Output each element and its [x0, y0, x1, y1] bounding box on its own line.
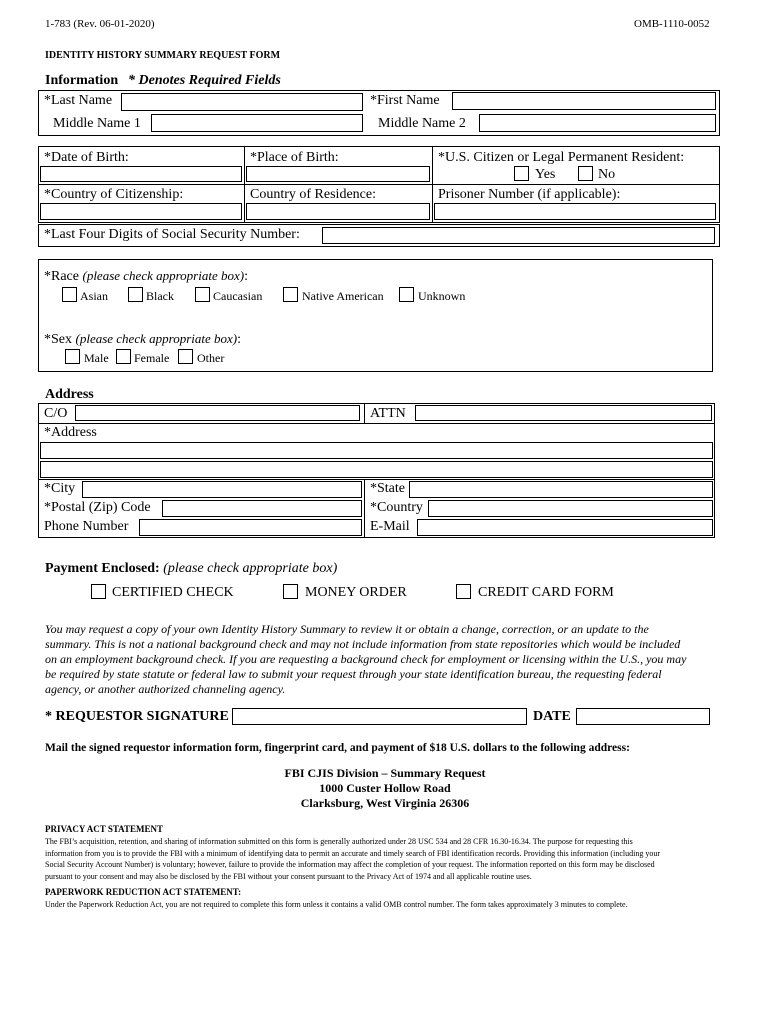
prisoner-number-field[interactable] — [434, 203, 716, 220]
credit-card-form-checkbox[interactable] — [456, 584, 471, 599]
omb-number: OMB-1110-0052 — [634, 18, 710, 30]
race-black-label: Black — [146, 289, 174, 303]
sex-other-label: Other — [197, 351, 225, 365]
email-field[interactable] — [417, 519, 713, 536]
co-label: C/O — [44, 406, 68, 421]
paperwork-statement: Under the Paperwork Reduction Act, you are not required to complete this form unless it contains a valid OMB control number. The form takes approximately 3 minutes to complete. — [45, 900, 628, 909]
sex-label: *Sex (please check appropriate box): — [44, 331, 241, 347]
payment-label: Payment Enclosed: (please check appropriate box) — [45, 561, 338, 576]
country-field[interactable] — [428, 500, 713, 517]
money-order-label: MONEY ORDER — [305, 585, 407, 600]
address-heading: Address — [45, 387, 94, 402]
phone-label: Phone Number — [44, 519, 129, 534]
email-label: E-Mail — [370, 519, 410, 534]
country-label: *Country — [370, 500, 423, 515]
sex-other-checkbox[interactable] — [178, 349, 193, 364]
sex-female-checkbox[interactable] — [116, 349, 131, 364]
required-note: * Denotes Required Fields — [128, 73, 281, 88]
paperwork-heading: PAPERWORK REDUCTION ACT STATEMENT: — [45, 887, 242, 897]
race-native-american-checkbox[interactable] — [283, 287, 298, 302]
country-residence-label: Country of Residence: — [250, 187, 376, 202]
postal-label: *Postal (Zip) Code — [44, 500, 151, 515]
phone-field[interactable] — [139, 519, 362, 536]
money-order-checkbox[interactable] — [283, 584, 298, 599]
citizen-label: *U.S. Citizen or Legal Permanent Resident: — [438, 150, 685, 165]
address-label: *Address — [44, 425, 97, 440]
information-heading: Information — [45, 73, 119, 88]
postal-field[interactable] — [162, 500, 362, 517]
address-line-1-field[interactable] — [40, 442, 713, 459]
city-label: *City — [44, 481, 76, 496]
first-name-label: *First Name — [370, 93, 440, 108]
race-black-checkbox[interactable] — [128, 287, 143, 302]
notice-paragraph: You may request a copy of your own Identity History Summary to review it or obtain a change, correction, or an update to the summary. This is not a national background check and may not include information from state repositories which would be included on an employment background check. If you are requesting a background check for employment or licensing within the U.S., you may be required by state statute or federal law to submit your request through your state identification bureau, the requesting federal agency, or another authorized channeling agency. — [45, 622, 687, 696]
state-label: *State — [370, 481, 405, 496]
signature-label: * REQUESTOR SIGNATURE — [45, 709, 229, 724]
date-field[interactable] — [576, 708, 710, 725]
citizen-yes-label: Yes — [535, 167, 556, 182]
middle-name-2-label: Middle Name 2 — [378, 116, 466, 131]
race-asian-label: Asian — [80, 289, 108, 303]
race-caucasian-label: Caucasian — [213, 289, 263, 303]
last-name-field[interactable] — [121, 93, 363, 111]
privacy-statement: The FBI’s acquisition, retention, and sharing of information submitted on this form is generally authorized under 28 USC 534 and 28 CFR 16.30-16.34. The purpose for requesting this information from you is to provide the FBI with a minimum of identifying data to permit an accurate and timely search of FBI identification records. Providing this information (including your Social Security Account Number) is voluntary; however, failure to provide the information may affect the completion of your request. The information reported on this form may be disclosed pursuant to your consent and may also be disclosed by the FBI without your consent pursuant to the Privacy Act of 1974 and all applicable routine uses. — [45, 837, 660, 881]
credit-card-form-label: CREDIT CARD FORM — [478, 585, 614, 600]
country-citizenship-field[interactable] — [40, 203, 242, 220]
attn-label: ATTN — [370, 406, 406, 421]
date-label: DATE — [533, 709, 571, 724]
form-title: IDENTITY HISTORY SUMMARY REQUEST FORM — [45, 50, 281, 61]
middle-name-1-label: Middle Name 1 — [53, 116, 141, 131]
middle-name-2-field[interactable] — [479, 114, 716, 132]
first-name-field[interactable] — [452, 92, 716, 110]
signature-field[interactable] — [232, 708, 527, 725]
race-asian-checkbox[interactable] — [62, 287, 77, 302]
dob-label: *Date of Birth: — [44, 150, 129, 165]
country-citizenship-label: *Country of Citizenship: — [44, 187, 184, 202]
sex-male-label: Male — [84, 351, 109, 365]
race-unknown-checkbox[interactable] — [399, 287, 414, 302]
city-field[interactable] — [82, 481, 362, 498]
citizen-no-checkbox[interactable] — [578, 166, 593, 181]
prisoner-number-label: Prisoner Number (if applicable): — [438, 187, 621, 202]
race-label: *Race (please check appropriate box): — [44, 268, 248, 284]
sex-female-label: Female — [134, 351, 170, 365]
mail-address-line-1: FBI CJIS Division – Summary Request — [284, 766, 486, 780]
last-name-label: *Last Name — [44, 93, 113, 108]
country-residence-field[interactable] — [246, 203, 430, 220]
place-of-birth-label: *Place of Birth: — [250, 150, 339, 165]
race-unknown-label: Unknown — [418, 289, 466, 303]
race-caucasian-checkbox[interactable] — [195, 287, 210, 302]
co-field[interactable] — [75, 405, 360, 421]
certified-check-checkbox[interactable] — [91, 584, 106, 599]
middle-name-1-field[interactable] — [151, 114, 363, 132]
citizen-no-label: No — [598, 167, 616, 182]
race-native-american-label: Native American — [302, 289, 384, 303]
attn-field[interactable] — [415, 405, 712, 421]
form-number: 1-783 (Rev. 06-01-2020) — [45, 18, 155, 30]
sex-male-checkbox[interactable] — [65, 349, 80, 364]
dob-field[interactable] — [40, 166, 242, 182]
address-line-2-field[interactable] — [40, 461, 713, 478]
privacy-heading: PRIVACY ACT STATEMENT — [45, 824, 164, 834]
place-of-birth-field[interactable] — [246, 166, 430, 182]
state-field[interactable] — [409, 481, 713, 498]
mail-instruction: Mail the signed requestor information form, fingerprint card, and payment of $18 U.S. dollars to the following address: — [45, 742, 630, 754]
mail-address-line-3: Clarksburg, West Virginia 26306 — [300, 796, 470, 810]
ssn-field[interactable] — [322, 227, 715, 244]
mail-address-line-2: 1000 Custer Hollow Road — [319, 781, 451, 795]
certified-check-label: CERTIFIED CHECK — [112, 585, 234, 600]
citizen-yes-checkbox[interactable] — [514, 166, 529, 181]
ssn-label: *Last Four Digits of Social Security Number: — [44, 227, 300, 242]
